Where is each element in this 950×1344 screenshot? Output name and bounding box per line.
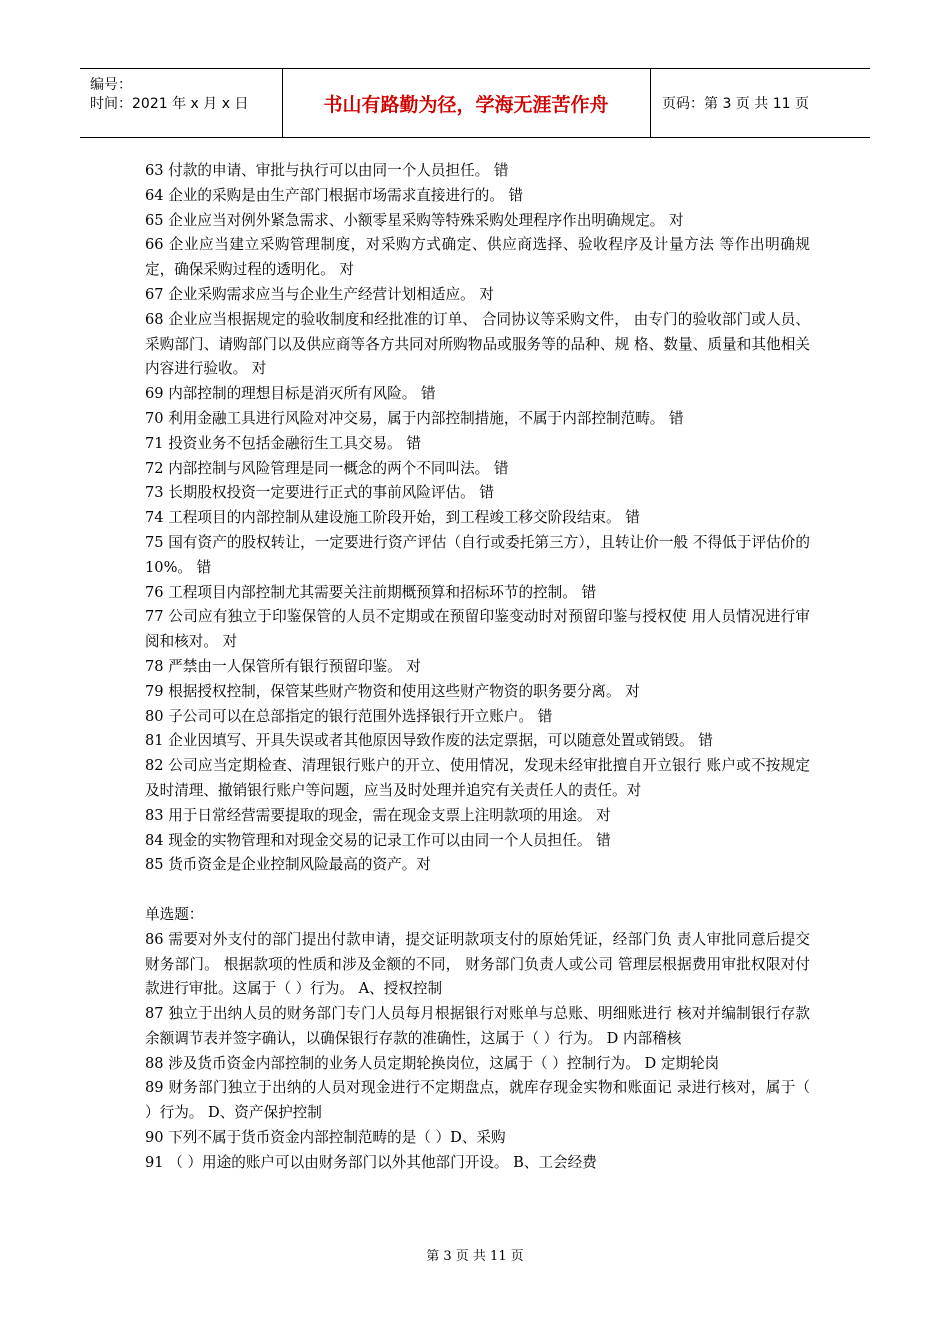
question-item: 75 国有资产的股权转让，一定要进行资产评估（自行或委托第三方），且转让价一般 不得低于评估价的 10%。 错 <box>145 533 810 576</box>
page-footer: 第 3 页 共 11 页 <box>426 1249 524 1264</box>
question-item: 91 （ ）用途的账户可以由财务部门以外其他部门开设。 B、工会经费 <box>145 1153 597 1171</box>
question-item: 70 利用金融工具进行风险对冲交易，属于内部控制措施，不属于内部控制范畴。 错 <box>145 409 684 427</box>
question-item: 83 用于日常经营需要提取的现金，需在现金支票上注明款项的用途。 对 <box>145 806 611 824</box>
question-item: 64 企业的采购是由生产部门根据市场需求直接进行的。 错 <box>145 186 524 204</box>
question-item: 88 涉及货币资金内部控制的业务人员定期轮换岗位，这属于（ ）控制行为。 D 定期轮岗 <box>145 1054 720 1072</box>
question-item: 72 内部控制与风险管理是同一概念的两个不同叫法。 错 <box>145 459 509 477</box>
blank-line <box>145 878 810 903</box>
question-item: 86 需要对外支付的部门提出付款申请，提交证明款项支付的原始凭证，经部门负 责人审批同意后提交财务部门。 根据款项的性质和涉及金额的不同， 财务部门负责人或公司 管理层根据费用审批权限对付款进行审批。这属于（ ）行为。 A、授权控制 <box>145 930 810 998</box>
page-header <box>80 68 870 138</box>
question-item: 78 严禁由一人保管所有银行预留印鉴。 对 <box>145 657 421 675</box>
question-item: 71 投资业务不包括金融衍生工具交易。 错 <box>145 434 421 452</box>
question-item: 76 工程项目内部控制尤其需要关注前期概预算和招标环节的控制。 错 <box>145 583 597 601</box>
number-label: 编号： <box>90 77 132 93</box>
question-item: 80 子公司可以在总部指定的银行范围外选择银行开立账户。 错 <box>145 707 553 725</box>
header-meta <box>80 69 283 137</box>
question-item: 单选题： <box>145 905 204 923</box>
time-label: 时间：2021 年 x 月 x 日 <box>90 96 249 112</box>
question-item: 65 企业应当对例外紧急需求、小额零星采购等特殊采购处理程序作出明确规定。 对 <box>145 211 684 229</box>
question-item: 85 货币资金是企业控制风险最高的资产。对 <box>145 856 431 874</box>
question-item: 68 企业应当根据规定的验收制度和经批准的订单、 合同协议等采购文件， 由专门的验收部门或人员、采购部门、请购部门以及供应商等各方共同对所购物品或服务等的品种、规 格、数量、质量和其他相关内容进行验收。 对 <box>145 310 810 378</box>
question-item: 67 企业采购需求应当与企业生产经营计划相适应。 对 <box>145 285 494 303</box>
question-item: 74 工程项目的内部控制从建设施工阶段开始，到工程竣工移交阶段结束。 错 <box>145 509 640 527</box>
page-info: 页码：第 3 页 共 11 页 <box>662 96 809 112</box>
question-item: 79 根据授权控制，保管某些财产物资和使用这些财产物资的职务要分离。 对 <box>145 682 640 700</box>
question-item: 89 财务部门独立于出纳的人员对现金进行不定期盘点，就库存现金实物和账面记 录进行核对，属于（ ）行为。 D、资产保护控制 <box>145 1079 810 1122</box>
question-item: 90 下列不属于货币资金内部控制范畴的是（ ）D、采购 <box>145 1129 506 1147</box>
question-item: 77 公司应有独立于印鉴保管的人员不定期或在预留印鉴变动时对预留印鉴与授权使 用人员情况进行审阅和核对。 对 <box>145 608 810 651</box>
question-item: 87 独立于出纳人员的财务部门专门人员每月根据银行对账单与总账、明细账进行 核对并编制银行存款余额调节表并签字确认，以确保银行存款的准确性，这属于（ ）行为。 D 内部稽核 <box>145 1005 810 1047</box>
question-item: 69 内部控制的理想目标是消灭所有风险。 错 <box>145 385 436 403</box>
question-item: 84 现金的实物管理和对现金交易的记录工作可以由同一个人员担任。 错 <box>145 831 611 849</box>
question-item: 63 付款的申请、审批与执行可以由同一个人员担任。 错 <box>145 162 509 179</box>
document-body <box>145 159 810 1176</box>
question-item: 73 长期股权投资一定要进行正式的事前风险评估。 错 <box>145 484 494 502</box>
motto: 书山有路勤为径，学海无涯苦作舟 <box>282 69 651 137</box>
question-item: 82 公司应当定期检查、清理银行账户的开立、使用情况，发现未经审批擅自开立银行 账户或不按规定及时清理、撤销银行账户等问题，应当及时处理并追究有关责任人的责任。对 <box>145 757 810 799</box>
question-item: 81 企业因填写、开具失误或者其他原因导致作废的法定票据，可以随意处置或销毁。 错 <box>145 732 713 750</box>
question-item: 66 企业应当建立采购管理制度，对采购方式确定、供应商选择、验收程序及计量方法 等作出明确规定，确保采购过程的透明化。 对 <box>145 236 810 279</box>
